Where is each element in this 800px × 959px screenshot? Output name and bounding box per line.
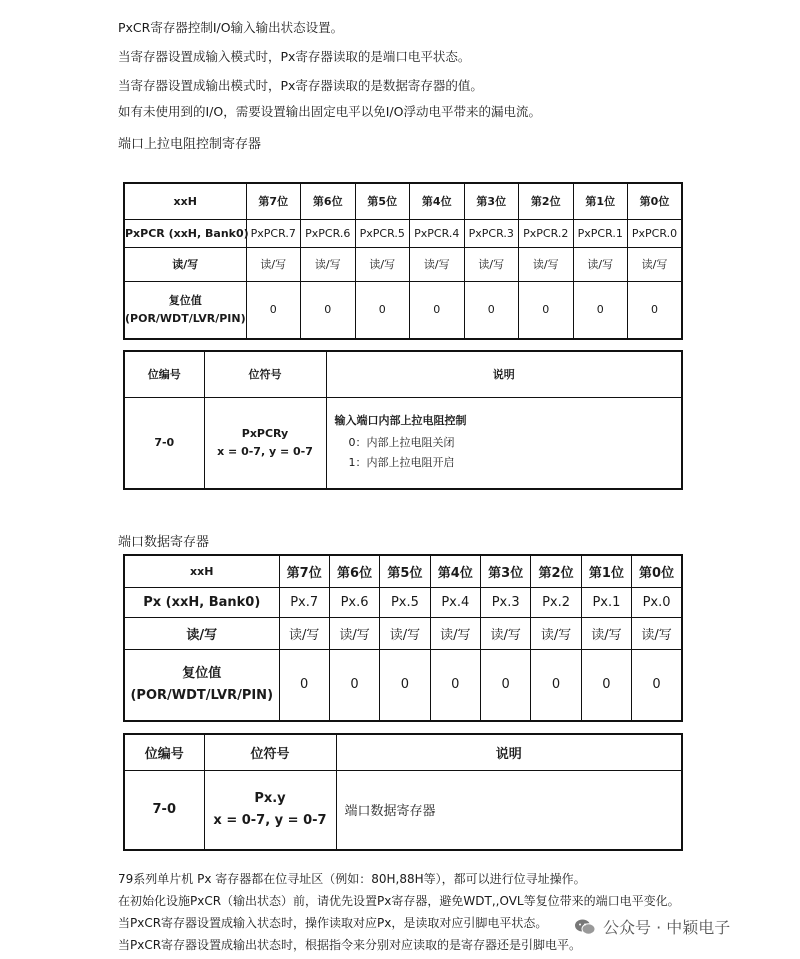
table-cell: 0 xyxy=(464,281,519,339)
description-line: 1：内部上拉电阻开启 xyxy=(348,456,455,470)
description-cell xyxy=(326,397,682,489)
table-header-row xyxy=(124,183,682,219)
table-row xyxy=(124,397,682,489)
header-cell: 第4位 xyxy=(410,183,465,219)
bit-symbol: Px.y xyxy=(254,790,286,806)
header-cell: 第1位 xyxy=(573,183,628,219)
header-cell: 位编号 xyxy=(124,734,204,770)
watermark-text: 公众号 · 中颖电子 xyxy=(603,918,731,937)
table-cell: 读/写 xyxy=(632,617,682,649)
pullup-register-table xyxy=(123,182,683,340)
bit-symbol-cell xyxy=(204,397,326,489)
table-cell: Px.0 xyxy=(632,587,682,617)
bit-number: 7-0 xyxy=(124,397,204,489)
table-cell: PxPCR.5 xyxy=(355,219,410,247)
table-cell: Px.6 xyxy=(329,587,379,617)
table-cell: 读/写 xyxy=(246,247,301,281)
watermark xyxy=(574,915,730,938)
header-cell: 第5位 xyxy=(380,555,430,587)
intro-line-3: 当寄存器设置成输出模式时，Px寄存器读取的是数据寄存器的值。 xyxy=(118,78,483,93)
table-cell: PxPCR.3 xyxy=(464,219,519,247)
header-cell: 第3位 xyxy=(464,183,519,219)
intro-line-1: PxCR寄存器控制I/O输入输出状态设置。 xyxy=(118,20,344,35)
header-cell: 说明 xyxy=(326,351,682,397)
table-cell: PxPCR.4 xyxy=(410,219,465,247)
table-cell: 0 xyxy=(531,649,581,721)
header-cell: 位符号 xyxy=(204,351,326,397)
table-cell: Px.7 xyxy=(279,587,329,617)
description-title: 输入端口内部上拉电阻控制 xyxy=(334,414,467,428)
header-cell: 说明 xyxy=(336,734,682,770)
table-row xyxy=(124,219,682,247)
table-cell: 读/写 xyxy=(481,617,531,649)
table-cell: Px.5 xyxy=(380,587,430,617)
section-title-data-register: 端口数据寄存器 xyxy=(118,535,210,550)
table-row xyxy=(124,649,682,721)
table-header-row xyxy=(124,351,682,397)
table-row xyxy=(124,247,682,281)
intro-line-4: 如有未使用到的I/O，需要设置输出固定电平以免I/O浮动电平带来的漏电流。 xyxy=(118,104,541,119)
footer-line-2: 在初始化设施PxCR（输出状态）前，请优先设置Px寄存器，避免WDT,,OVL等复位带来的端口电平变化。 xyxy=(118,894,680,908)
table-cell: 0 xyxy=(380,649,430,721)
table-cell: PxPCR.2 xyxy=(519,219,574,247)
row-label: 读/写 xyxy=(124,617,279,649)
header-cell: 第5位 xyxy=(355,183,410,219)
header-cell: 第0位 xyxy=(632,555,682,587)
table-cell: 0 xyxy=(279,649,329,721)
header-cell: 第2位 xyxy=(519,183,574,219)
table-cell: 读/写 xyxy=(355,247,410,281)
table-cell: 读/写 xyxy=(410,247,465,281)
table-cell: Px.2 xyxy=(531,587,581,617)
bit-symbol-range: x = 0-7, y = 0-7 xyxy=(217,444,313,458)
header-cell: xxH xyxy=(124,183,246,219)
table-cell: 0 xyxy=(481,649,531,721)
table-cell: 读/写 xyxy=(628,247,683,281)
table-row xyxy=(124,617,682,649)
table-cell: 读/写 xyxy=(519,247,574,281)
header-cell: 第6位 xyxy=(301,183,356,219)
row-label: PxPCR (xxH, Bank0) xyxy=(124,219,246,247)
header-cell: 第7位 xyxy=(279,555,329,587)
table-cell: 0 xyxy=(519,281,574,339)
table-header-row xyxy=(124,555,682,587)
table-cell: 0 xyxy=(246,281,301,339)
table-cell: PxPCR.7 xyxy=(246,219,301,247)
header-cell: 第7位 xyxy=(246,183,301,219)
footer-line-3: 当PxCR寄存器设置成输入状态时，操作读取对应Px，是读取对应引脚电平状态。 xyxy=(118,916,548,930)
table-cell: 0 xyxy=(573,281,628,339)
table-row xyxy=(124,587,682,617)
footer-line-1: 79系列单片机 Px 寄存器都在位寻址区（例如：80H,88H等），都可以进行位寻址操作。 xyxy=(118,872,586,886)
intro-line-2: 当寄存器设置成输入模式时，Px寄存器读取的是端口电平状态。 xyxy=(118,49,471,64)
table-cell: 0 xyxy=(301,281,356,339)
bit-symbol-range: x = 0-7, y = 0-7 xyxy=(213,812,327,828)
row-label: 读/写 xyxy=(124,247,246,281)
data-bit-description-table xyxy=(123,733,683,851)
wechat-icon xyxy=(574,918,596,936)
table-cell: 读/写 xyxy=(279,617,329,649)
table-cell: 读/写 xyxy=(531,617,581,649)
header-cell: 第6位 xyxy=(329,555,379,587)
table-cell: 读/写 xyxy=(301,247,356,281)
data-register-table xyxy=(123,554,683,722)
description-cell xyxy=(336,770,682,850)
table-header-row xyxy=(124,734,682,770)
header-cell: 第1位 xyxy=(581,555,631,587)
bit-symbol: PxPCRy xyxy=(241,426,289,440)
table-cell: 0 xyxy=(430,649,480,721)
table-cell: 0 xyxy=(628,281,683,339)
footer-line-4: 当PxCR寄存器设置成输出状态时，根据指令来分别对应读取的是寄存器还是引脚电平。 xyxy=(118,938,582,952)
table-cell: Px.4 xyxy=(430,587,480,617)
table-cell: 读/写 xyxy=(464,247,519,281)
table-cell: PxPCR.0 xyxy=(628,219,683,247)
table-cell: 读/写 xyxy=(329,617,379,649)
table-cell: 0 xyxy=(581,649,631,721)
header-cell: 第4位 xyxy=(430,555,480,587)
table-row xyxy=(124,281,682,339)
bit-number: 7-0 xyxy=(124,770,204,850)
row-label: Px (xxH, Bank0) xyxy=(124,587,279,617)
table-row xyxy=(124,770,682,850)
pullup-bit-description-table xyxy=(123,350,683,490)
table-cell: 读/写 xyxy=(573,247,628,281)
header-cell: 第3位 xyxy=(481,555,531,587)
row-label: 复位值 (POR/WDT/LVR/PIN) xyxy=(124,281,246,339)
row-label: 复位值 (POR/WDT/LVR/PIN) xyxy=(124,649,279,721)
description-text: 端口数据寄存器 xyxy=(344,804,436,820)
table-cell: PxPCR.6 xyxy=(301,219,356,247)
table-cell: 0 xyxy=(410,281,465,339)
table-cell: 0 xyxy=(632,649,682,721)
header-cell: 第0位 xyxy=(628,183,683,219)
table-cell: 读/写 xyxy=(380,617,430,649)
table-cell: 0 xyxy=(355,281,410,339)
table-cell: Px.1 xyxy=(581,587,631,617)
header-cell: xxH xyxy=(124,555,279,587)
description-line: 0：内部上拉电阻关闭 xyxy=(348,436,455,450)
table-cell: 0 xyxy=(329,649,379,721)
header-cell: 第2位 xyxy=(531,555,581,587)
header-cell: 位编号 xyxy=(124,351,204,397)
table-cell: 读/写 xyxy=(581,617,631,649)
bit-symbol-cell xyxy=(204,770,336,850)
section-title-pullup: 端口上拉电阻控制寄存器 xyxy=(118,137,262,152)
table-cell: Px.3 xyxy=(481,587,531,617)
table-cell: 读/写 xyxy=(430,617,480,649)
header-cell: 位符号 xyxy=(204,734,336,770)
table-cell: PxPCR.1 xyxy=(573,219,628,247)
